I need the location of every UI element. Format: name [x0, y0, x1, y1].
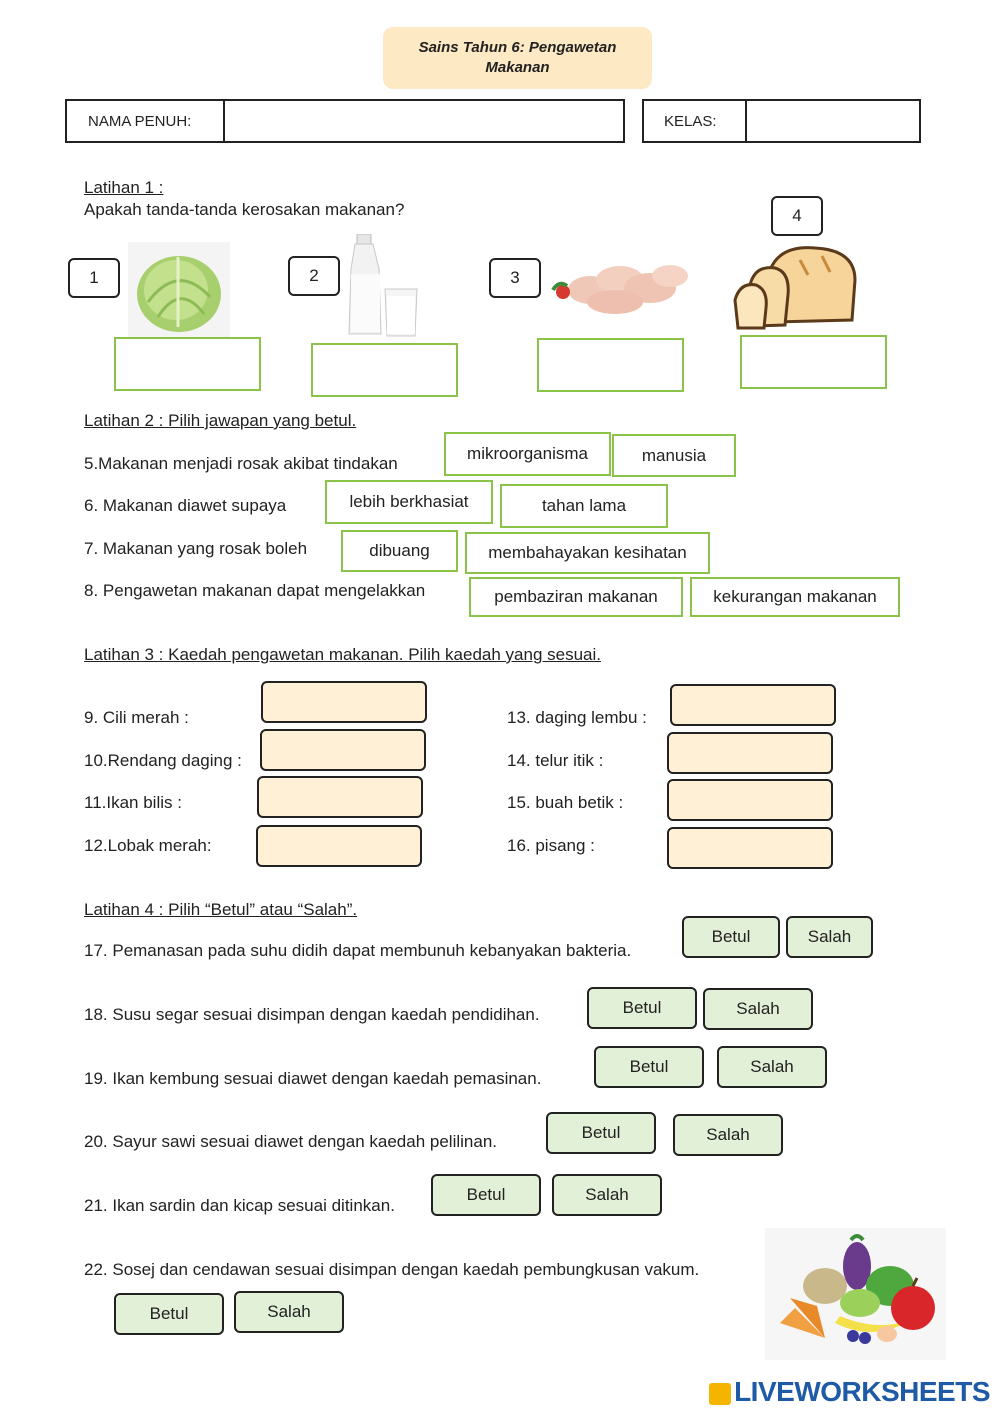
option-8-a[interactable]: pembaziran makanan: [469, 577, 683, 617]
question-12: 12.Lobak merah:: [84, 836, 212, 855]
question-14: 14. telur itik :: [507, 751, 604, 770]
cabbage-icon: [128, 242, 230, 337]
question-5: 5.Makanan menjadi rosak akibat tindakan: [84, 454, 398, 473]
question-6: 6. Makanan diawet supaya: [84, 496, 287, 515]
question-8: 8. Pengawetan makanan dapat mengelakkan: [84, 581, 426, 600]
betul-button-21[interactable]: Betul: [431, 1174, 541, 1216]
question-9: 9. Cili merah :: [84, 708, 189, 727]
salah-button-21[interactable]: Salah: [552, 1174, 662, 1216]
salah-button-19[interactable]: Salah: [717, 1046, 827, 1088]
question-10: 10.Rendang daging :: [84, 751, 242, 770]
option-8-b[interactable]: kekurangan makanan: [690, 577, 900, 617]
class-input[interactable]: [745, 99, 921, 143]
question-15: 15. buah betik :: [507, 793, 624, 812]
question-20: 20. Sayur sawi sesuai diawet dengan kaedah pelilinan.: [84, 1132, 497, 1151]
option-7-b[interactable]: membahayakan kesihatan: [465, 532, 710, 574]
betul-button-17[interactable]: Betul: [682, 916, 780, 958]
betul-button-22[interactable]: Betul: [114, 1293, 224, 1335]
answer-12[interactable]: [256, 825, 422, 867]
salah-button-22[interactable]: Salah: [234, 1291, 344, 1333]
answer-9[interactable]: [261, 681, 427, 723]
salah-button-18[interactable]: Salah: [703, 988, 813, 1030]
bread-icon: [730, 240, 860, 332]
answer-11[interactable]: [257, 776, 423, 818]
question-7: 7. Makanan yang rosak boleh: [84, 539, 308, 558]
betul-button-20[interactable]: Betul: [546, 1112, 656, 1154]
option-7-a[interactable]: dibuang: [341, 530, 458, 572]
name-input[interactable]: [223, 99, 625, 143]
question-22: 22. Sosej dan cendawan sesuai disimpan dengan kaedah pembungkusan vakum.: [84, 1260, 700, 1279]
question-21: 21. Ikan sardin dan kicap sesuai ditinkan.: [84, 1196, 395, 1215]
answer-box-3[interactable]: [537, 338, 684, 392]
answer-10[interactable]: [260, 729, 426, 771]
option-6-b[interactable]: tahan lama: [500, 484, 668, 528]
question-18: 18. Susu segar sesuai disimpan dengan kaedah pendidihan.: [84, 1005, 540, 1024]
vegetables-icon: [765, 1228, 946, 1360]
question-13: 13. daging lembu :: [507, 708, 647, 727]
question-19: 19. Ikan kembung sesuai diawet dengan kaedah pemasinan.: [84, 1069, 542, 1088]
liveworksheets-logo: [709, 1376, 990, 1408]
question-11: 11.Ikan bilis :: [84, 793, 182, 812]
answer-box-4[interactable]: [740, 335, 887, 389]
betul-button-18[interactable]: Betul: [587, 987, 697, 1029]
worksheet-title: [383, 27, 652, 89]
option-5-a[interactable]: mikroorganisma: [444, 432, 611, 476]
latihan2-heading: Latihan 2 : Pilih jawapan yang betul.: [84, 411, 357, 430]
title-line-2: Makanan: [485, 59, 550, 76]
item-number-4: 4: [771, 196, 823, 236]
liveworksheets-mark-icon: [709, 1383, 731, 1405]
answer-16[interactable]: [667, 827, 833, 869]
answer-15[interactable]: [667, 779, 833, 821]
class-label: KELAS:: [664, 113, 717, 130]
answer-box-2[interactable]: [311, 343, 458, 397]
betul-button-19[interactable]: Betul: [594, 1046, 704, 1088]
answer-box-1[interactable]: [114, 337, 261, 391]
question-17: 17. Pemanasan pada suhu didih dapat membunuh kebanyakan bakteria.: [84, 941, 632, 960]
salah-button-17[interactable]: Salah: [786, 916, 873, 958]
option-5-b[interactable]: manusia: [612, 434, 736, 477]
latihan1-question: Apakah tanda-tanda kerosakan makanan?: [84, 200, 405, 219]
answer-13[interactable]: [670, 684, 836, 726]
latihan1-heading: Latihan 1 :: [84, 178, 164, 197]
item-number-1: 1: [68, 258, 120, 298]
name-label: NAMA PENUH:: [88, 113, 192, 130]
question-16: 16. pisang :: [507, 836, 595, 855]
item-number-2: 2: [288, 256, 340, 296]
salah-button-20[interactable]: Salah: [673, 1114, 783, 1156]
item-number-3: 3: [489, 258, 541, 298]
latihan4-heading: Latihan 4 : Pilih “Betul” atau “Salah”.: [84, 900, 358, 919]
milk-icon: [345, 234, 420, 339]
answer-14[interactable]: [667, 732, 833, 774]
chicken-icon: [545, 250, 692, 320]
title-line-1: Sains Tahun 6: Pengawetan: [418, 39, 617, 56]
brand-text: LIVEWORKSHEETS: [734, 1376, 990, 1407]
option-6-a[interactable]: lebih berkhasiat: [325, 480, 493, 524]
latihan3-heading: Latihan 3 : Kaedah pengawetan makanan. Pilih kaedah yang sesuai.: [84, 645, 601, 664]
